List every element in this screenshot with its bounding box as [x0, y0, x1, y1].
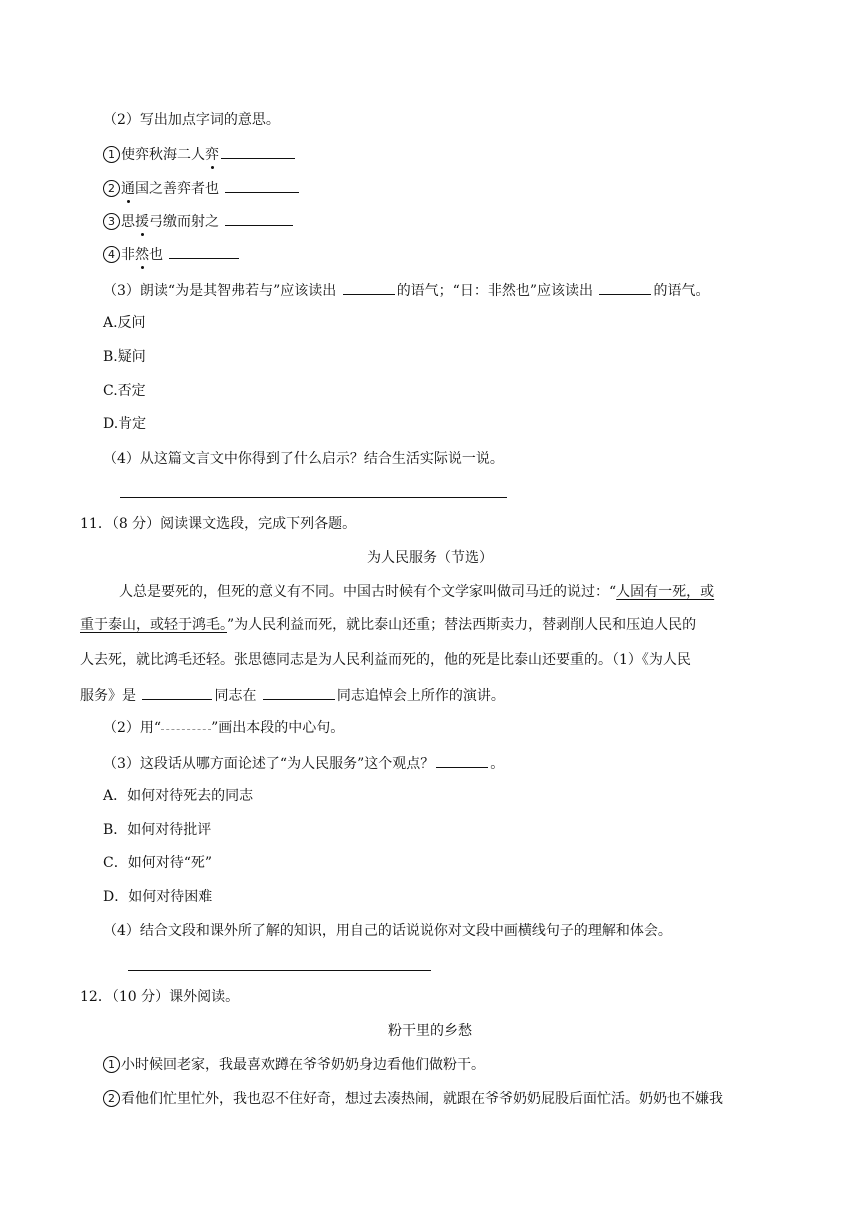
answer-blank[interactable] — [225, 177, 299, 193]
q11-option-d: D．如何对待困难 — [103, 889, 213, 905]
q12-header: 12．（10 分）课外阅读。 — [80, 989, 240, 1005]
q12-paragraph-2: 2 看他们忙里忙外，我也忍不住好奇，想过去凑热闹，就跟在爷爷奶奶屁股后面忙活。奶奶也不嫌我 — [103, 1089, 723, 1109]
answer-blank[interactable] — [169, 243, 239, 259]
q10-item-2: 2 通国之善弈者也 — [103, 177, 301, 199]
answer-blank[interactable] — [436, 752, 488, 768]
q11-passage-line-1: 人总是要死的，但死的意义有不同。中国古时候有个文学家叫做司马迁的说过：“人固有一死，或 — [119, 584, 715, 600]
q10-sub4-prompt: （4）从这篇文言文中你得到了什么启示？结合生活实际说一说。 — [103, 451, 504, 467]
q11-sub3: （3）这段话从哪方面论述了“为人民服务”这个观点？ 。 — [103, 752, 504, 774]
circled-number: 4 — [103, 246, 120, 263]
circled-number: 1 — [103, 146, 120, 163]
q11-header: 11．（8 分）阅读课文选段，完成下列各题。 — [80, 516, 357, 532]
q10-sub2-prompt: （2）写出加点字词的意思。 — [103, 112, 280, 128]
q10-item-1: 1 使弈秋海二人弈 — [103, 143, 297, 165]
q10-option-b: B.疑问 — [103, 349, 146, 365]
q11-passage-line-3: 人去死，就比鸿毛还轻。张思德同志是为人民利益而死的，他的死是比泰山还要重的。（1）《为人民 — [80, 652, 691, 668]
q11-passage-title: 为人民服务（节选） — [367, 550, 493, 566]
answer-line[interactable] — [120, 497, 507, 498]
q11-sub4: （4）结合文段和课外所了解的知识，用自己的话说说你对文段中画横线句子的理解和体会。 — [103, 923, 672, 939]
q11-sub2: （2）用“ ”画出本段的中心句。 — [103, 717, 344, 738]
circled-number: 3 — [103, 213, 120, 230]
dotted-char: 通 — [121, 181, 135, 197]
dotted-char: 弈 — [205, 147, 219, 163]
dotted-char: 援 — [135, 214, 149, 230]
dashed-line-sample — [161, 717, 211, 730]
answer-blank[interactable] — [221, 143, 295, 159]
q12-paragraph-1: 1 小时候回老家，我最喜欢蹲在爷爷奶奶身边看他们做粉干。 — [103, 1055, 485, 1075]
circled-number: 2 — [103, 1090, 120, 1107]
circled-number: 1 — [103, 1056, 120, 1073]
q11-option-a: A．如何对待死去的同志 — [103, 788, 254, 804]
answer-line[interactable] — [128, 970, 431, 971]
answer-blank[interactable] — [225, 210, 293, 226]
q11-option-c: C．如何对待“死” — [103, 855, 213, 871]
q12-passage-title: 粉干里的乡愁 — [388, 1023, 472, 1039]
q10-option-c: C.否定 — [103, 383, 146, 399]
q11-passage-line-4: 服务》是 同志在 同志追悼会上所作的演讲。 — [80, 684, 505, 706]
answer-blank[interactable] — [343, 279, 395, 295]
q10-option-d: D.肯定 — [103, 416, 147, 432]
q10-option-a: A.反问 — [103, 315, 146, 331]
answer-blank[interactable] — [599, 279, 651, 295]
dotted-char: 然 — [135, 247, 149, 263]
q10-item-4: 4 非然也 — [103, 243, 241, 265]
underlined-sentence: 重于泰山，或轻于鸿毛。 — [80, 617, 227, 633]
underlined-sentence: 人固有一死，或 — [616, 584, 715, 600]
q10-item-3: 3 思援弓缴而射之 — [103, 210, 295, 232]
answer-blank[interactable] — [142, 684, 212, 700]
circled-number: 2 — [103, 180, 120, 197]
q11-passage-line-2: 重于泰山，或轻于鸿毛。”为人民利益而死，就比泰山还重；替法西斯卖力，替剥削人民和压迫人民的 — [80, 617, 697, 633]
answer-blank[interactable] — [263, 684, 335, 700]
q10-sub3: （3）朗读“为是其智弗若与”应该读出 的语气；“日：非然也”应该读出 的语气。 — [103, 279, 709, 301]
q11-option-b: B．如何对待批评 — [103, 822, 212, 838]
